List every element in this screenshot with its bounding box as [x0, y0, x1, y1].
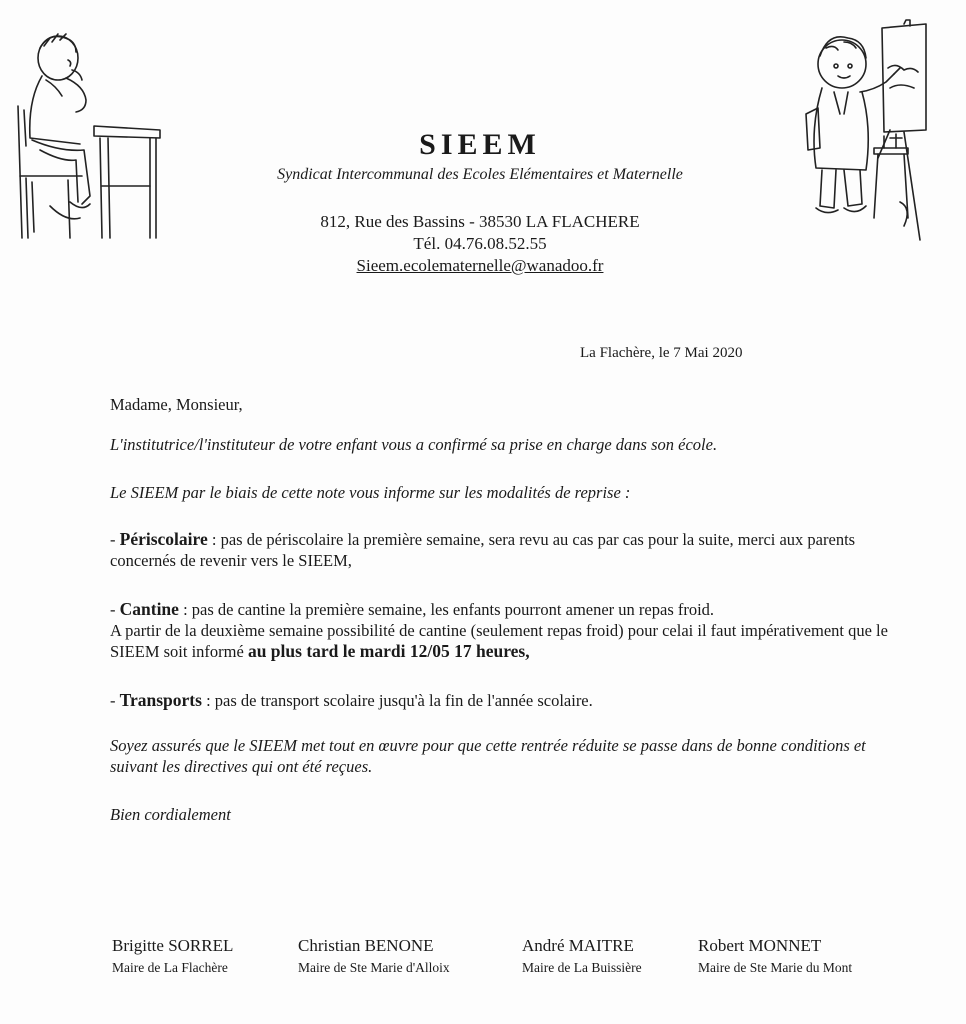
periscolaire-title: Périscolaire: [119, 529, 208, 549]
closing-paragraph: Soyez assurés que le SIEEM met tout en œuvre pour que cette rentrée réduite se passe dans de bonne conditions et suivant les directives qui ont été reçues.: [110, 736, 866, 776]
periscolaire-text: : pas de périscolaire la première semaine, sera revu au cas par cas pour la suite, merci aux parents concernés de revenir vers le SIEEM,: [110, 530, 856, 570]
intro-paragraph-1: L'institutrice/l'instituteur de votre enfant vous a confirmé sa prise en charge dans son école.: [110, 435, 718, 454]
periscolaire-dash: -: [110, 530, 120, 549]
signatory-role: Maire de La Buissière: [522, 960, 642, 975]
signatory-2: [298, 936, 450, 976]
signatory-name: Christian BENONE: [298, 936, 434, 955]
signatory-4: [698, 936, 852, 976]
signatory-role: Maire de Ste Marie du Mont: [698, 960, 853, 975]
cantine-title: Cantine: [119, 599, 179, 619]
signatory-name: Brigitte SORREL: [112, 936, 234, 955]
email-line: [200, 256, 760, 276]
cantine-text-2: A partir de la deuxième semaine possibilité de cantine (seulement repas froid) pour celai il faut impérativement que le SIEEM soit informé: [110, 621, 888, 661]
regards: Bien cordialement: [110, 805, 231, 824]
cantine-text: : pas de cantine la première semaine, les enfants pourront amener un repas froid.: [178, 600, 715, 619]
cantine-dash: -: [110, 600, 120, 619]
transports-dash: -: [110, 691, 120, 710]
phone-line: Tél. 04.76.08.52.55: [413, 234, 547, 253]
child-painting-illustration: [804, 18, 928, 242]
transports-paragraph: [110, 690, 890, 711]
periscolaire-paragraph: [110, 529, 890, 571]
signatory-role: Maire de La Flachère: [112, 960, 228, 975]
transports-text: : pas de transport scolaire jusqu'à la fin de l'année scolaire.: [201, 691, 593, 710]
organization-full-name: Syndicat Intercommunal des Ecoles Elémentaires et Maternelle: [277, 166, 683, 183]
signatory-name: Robert MONNET: [698, 936, 822, 955]
cantine-paragraph: [110, 599, 890, 662]
letter-date: La Flachère, le 7 Mai 2020: [580, 345, 743, 361]
child-at-desk-illustration: [10, 26, 170, 242]
signatory-1: [112, 936, 233, 976]
greeting: Madame, Monsieur,: [110, 395, 243, 414]
signatory-3: [522, 936, 642, 976]
organization-name: SIEEM: [419, 128, 541, 161]
email-link[interactable]: Sieem.ecolematernelle@wanadoo.fr: [356, 256, 604, 275]
cantine-deadline: au plus tard le mardi 12/05 17 heures,: [247, 641, 530, 661]
signatory-role: Maire de Ste Marie d'Alloix: [298, 960, 450, 975]
signatory-name: André MAITRE: [522, 936, 634, 955]
intro-paragraph-2: Le SIEEM par le biais de cette note vous informe sur les modalités de reprise :: [110, 483, 631, 502]
transports-title: Transports: [119, 690, 202, 710]
address-line: 812, Rue des Bassins - 38530 LA FLACHERE: [320, 212, 640, 231]
